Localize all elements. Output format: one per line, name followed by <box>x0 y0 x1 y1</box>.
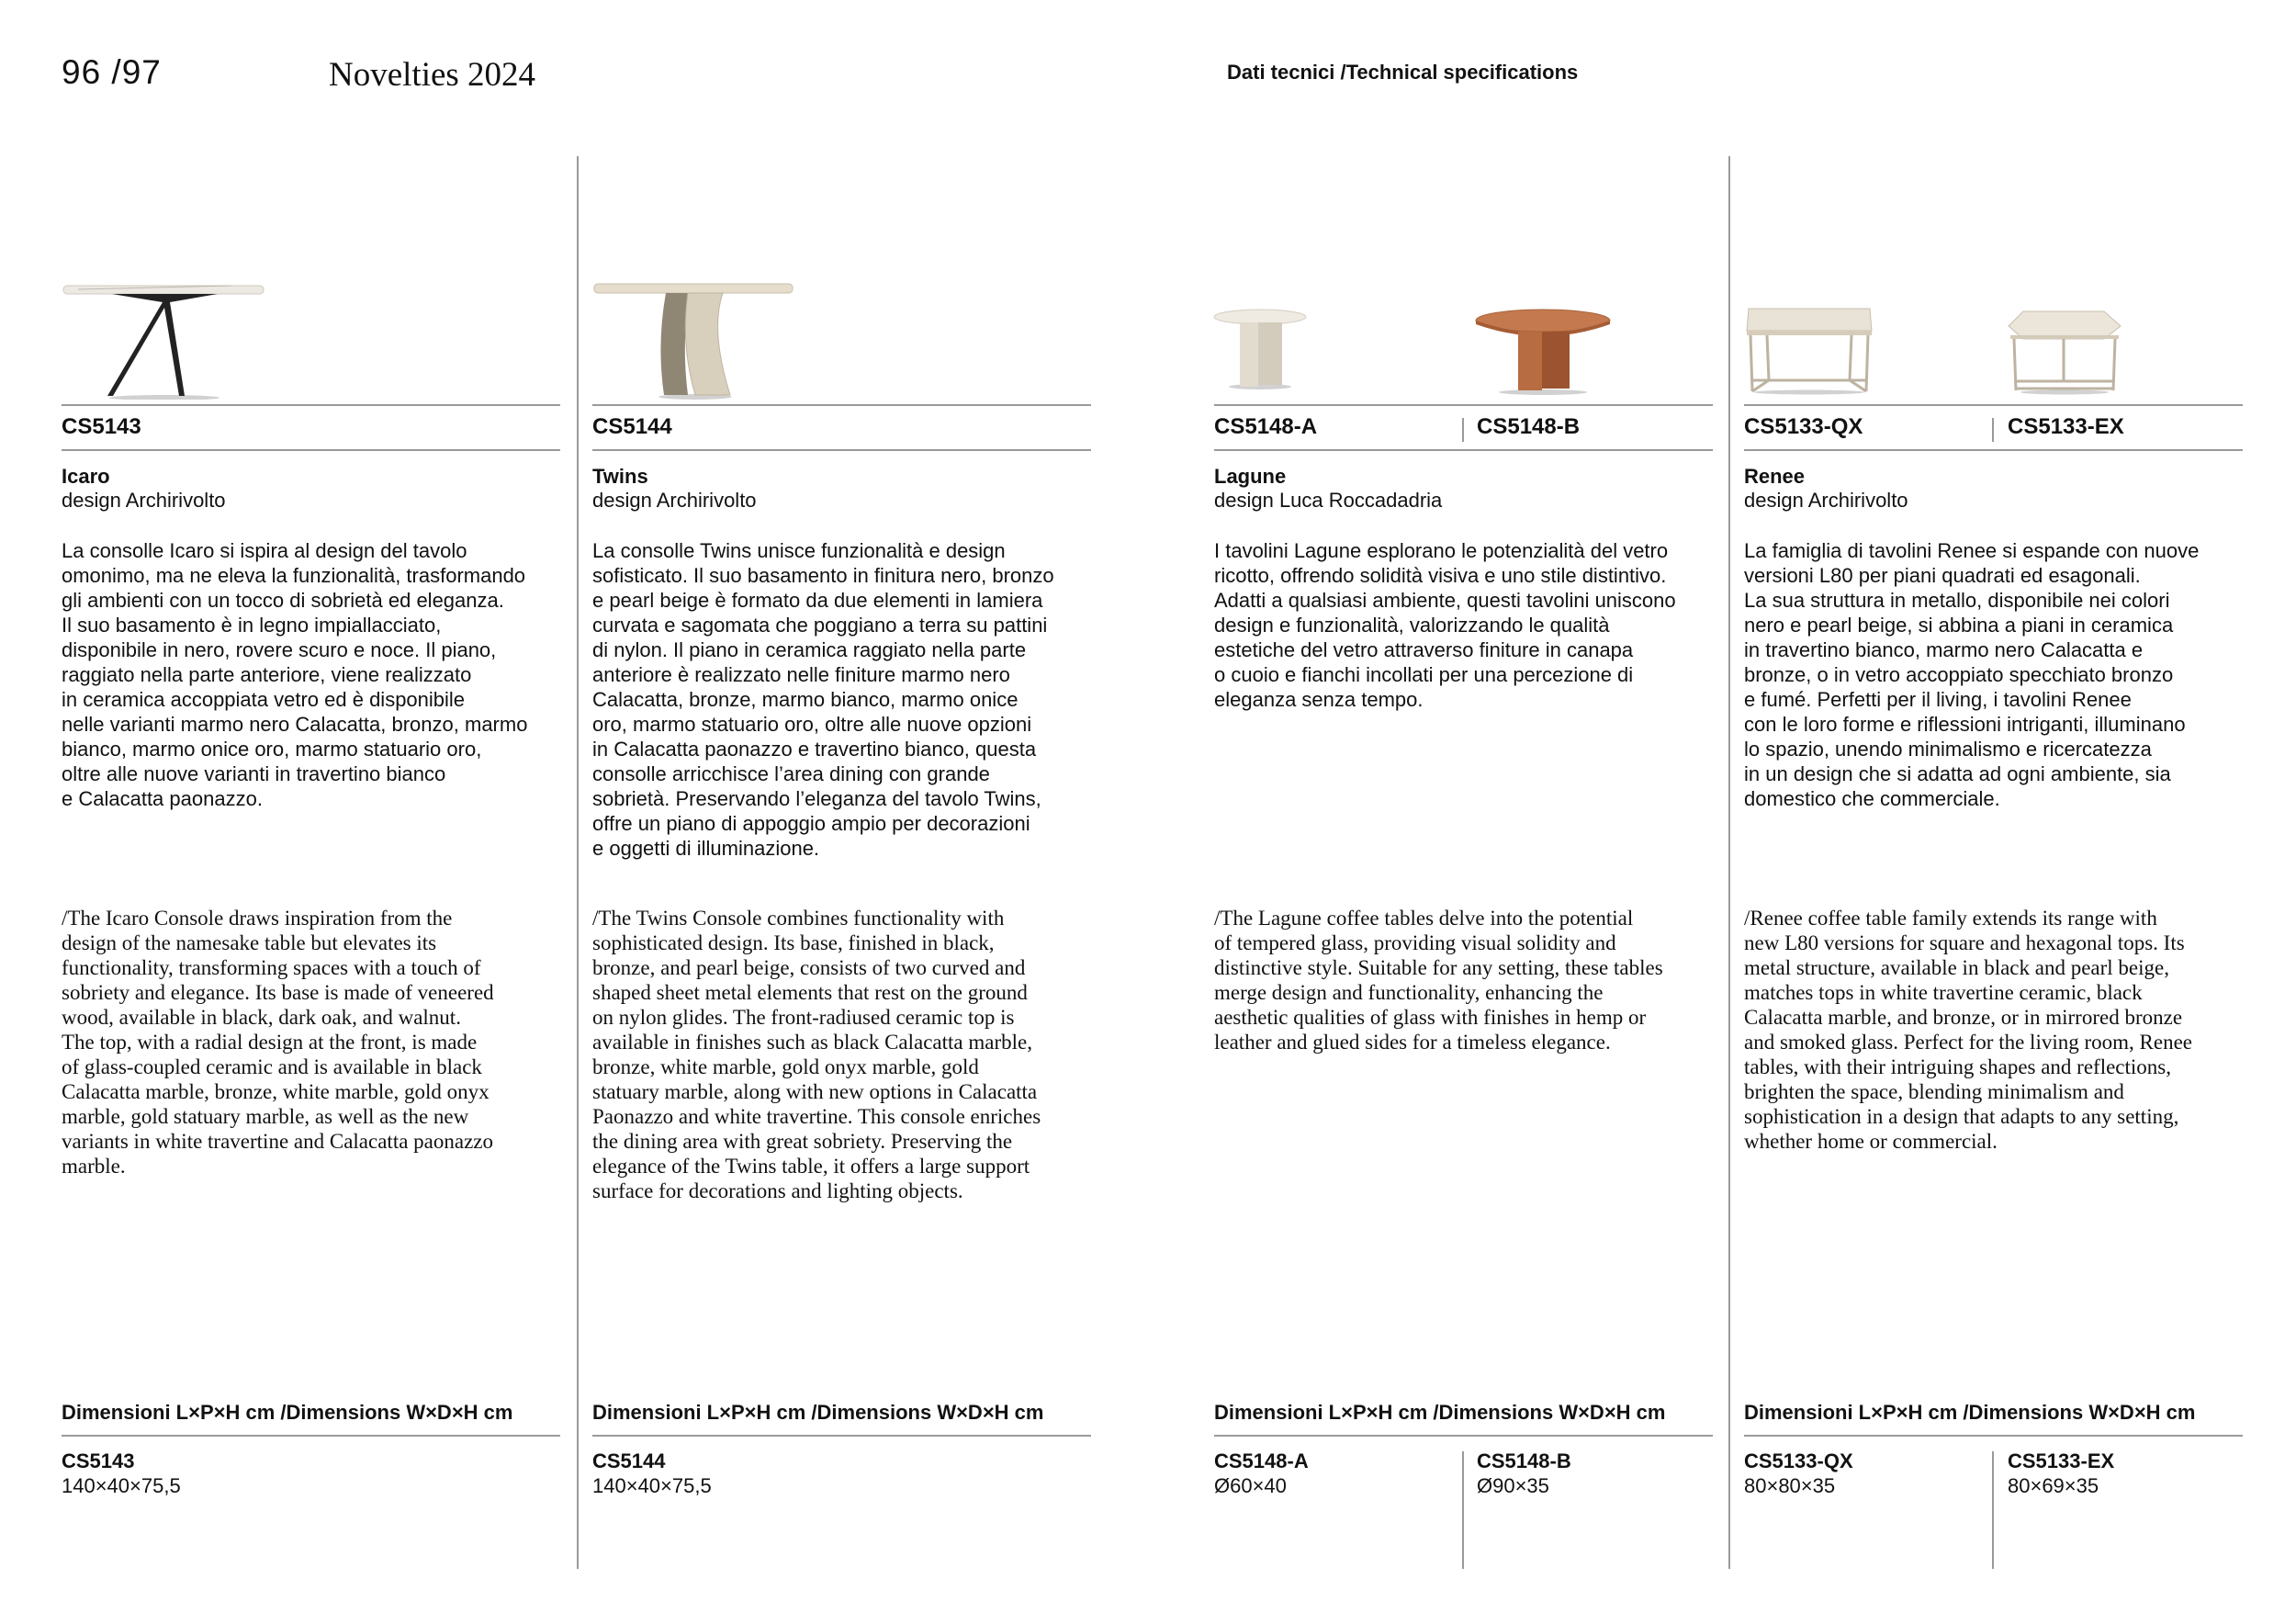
dimension-value: 140×40×75,5 <box>62 1474 181 1497</box>
dimensions-heading: Dimensioni L×P×H cm /Dimensions W×D×H cm <box>62 1401 513 1424</box>
divider <box>1744 449 2243 451</box>
divider <box>592 404 1091 406</box>
divider <box>592 449 1091 451</box>
product-code: CS5148-B <box>1477 414 1581 439</box>
dimension-code: CS5144 <box>592 1449 666 1472</box>
dimension-value: 80×69×35 <box>2008 1474 2099 1497</box>
divider <box>1214 449 1713 451</box>
lagune-a-table-image <box>1212 308 1309 390</box>
divider <box>62 1435 560 1437</box>
page-numbers: 96 /97 <box>62 53 162 91</box>
dimension-separator <box>1992 1451 1994 1569</box>
dimension-value: 140×40×75,5 <box>592 1474 712 1497</box>
dimension-separator <box>1462 1451 1464 1569</box>
product-code: CS5148-A <box>1214 414 1318 439</box>
product-name: Lagune <box>1214 465 1287 488</box>
code-separator <box>1462 418 1464 442</box>
description-english: /The Lagune coffee tables delve into the potential of tempered glass, providing visual solidity and distinctive style. Suitable for any setting, these tables merge design and functionality, enhancing the aesthetic qualities of glass with finishes in hemp or leather and glued sides for a timeless elegance. <box>1214 907 1663 1054</box>
product-code: CS5133-QX <box>1744 414 1863 439</box>
description-english: /The Icaro Console draws inspiration from the design of the namesake table but elevates its functionality, transforming spaces with a touch of sobriety and elegance. Its base is made of veneered wood, available in black, dark oak, and walnut. The top, with a radial design at the front, is made of glass-coupled ceramic and is available in black Calacatta marble, bronze, white marble, gold onyx marble, gold statuary marble, as well as the new variants in white travertine and Calacatta paonazzo marble. <box>62 907 494 1178</box>
dimension-value: Ø60×40 <box>1214 1474 1287 1497</box>
dimensions-heading: Dimensioni L×P×H cm /Dimensions W×D×H cm <box>1744 1401 2196 1424</box>
dimension-code: CS5143 <box>62 1449 135 1472</box>
product-designer: design Luca Roccadadria <box>1214 489 1443 512</box>
section-title: Dati tecnici /Technical specifications <box>1227 61 1579 84</box>
divider <box>1214 404 1713 406</box>
renee-hexagonal-table-image <box>2005 308 2124 395</box>
product-code: CS5133-EX <box>2008 414 2124 439</box>
divider <box>62 449 560 451</box>
product-name: Renee <box>1744 465 1806 488</box>
description-english: /The Twins Console combines functionality with sophisticated design. Its base, finished in black, bronze, and pearl beige, consists of two curved and shaped sheet metal elements that rest on the ground on nylon glides. The front-radiused ceramic top is available in finishes such as black Calacatta marble, bronze, white marble, gold onyx marble, gold statuary marble, along with new options in Calacatta Paonazzo and white travertine. This console enriches the dining area with great sobriety. Preserving the elegance of the Twins table, it offers a large support surface for decorations and lighting objects. <box>592 907 1041 1202</box>
column-divider <box>1728 156 1730 1569</box>
product-designer: design Archirivolto <box>1744 489 1908 512</box>
code-separator <box>1992 418 1994 442</box>
description-italian: La consolle Icaro si ispira al design del tavolo omonimo, ma ne eleva la funzionalità, trasformando gli ambienti con un tocco di sobrietà ed eleganza. Il suo basamento è in legno impiallacciato, disponibile in nero, rovere scuro e noce. Il piano, raggiato nella parte anteriore, viene realizzato in ceramica accoppiata vetro ed è disponibile nelle varianti marmo nero Calacatta, bronzo, marmo bianco, marmo onice oro, marmo statuario oro, oltre alle nuove varianti in travertino bianco e Calacatta paonazzo. <box>62 539 528 810</box>
product-name: Icaro <box>62 465 110 488</box>
dimension-code: CS5148-A <box>1214 1449 1309 1472</box>
dimension-code: CS5133-EX <box>2008 1449 2115 1472</box>
dimension-value: Ø90×35 <box>1477 1474 1549 1497</box>
product-name: Twins <box>592 465 648 488</box>
page-title: Novelties 2024 <box>329 56 536 94</box>
dimensions-heading: Dimensioni L×P×H cm /Dimensions W×D×H cm <box>1214 1401 1666 1424</box>
product-designer: design Archirivolto <box>62 489 226 512</box>
dimension-code: CS5133-QX <box>1744 1449 1853 1472</box>
description-italian: La famiglia di tavolini Renee si espande con nuove versioni L80 per piani quadrati ed esagonali. La sua struttura in metallo, disponibile nei colori nero e pearl beige, si abbina a piani in ceramica in travertino bianco, marmo nero Calacatta e bronze, o in vetro accoppiato specchiato bronzo e fumé. Perfetti per il living, i tavolini Renee con le loro forme e riflessioni intriganti, illuminano lo spazio, unendo minimalismo e ricercatezza in un design che si adatta ad ogni ambiente, sia domestico che commerciale. <box>1744 539 2200 810</box>
icaro-console-image <box>62 280 268 400</box>
dimension-code: CS5148-B <box>1477 1449 1571 1472</box>
divider <box>1744 404 2243 406</box>
product-code: CS5144 <box>592 414 672 439</box>
divider <box>1214 1435 1713 1437</box>
lagune-b-table-image <box>1474 308 1612 395</box>
product-designer: design Archirivolto <box>592 489 757 512</box>
renee-square-table-image <box>1743 303 1876 395</box>
divider <box>1744 1435 2243 1437</box>
product-code: CS5143 <box>62 414 141 439</box>
divider <box>592 1435 1091 1437</box>
divider <box>62 404 560 406</box>
description-italian: I tavolini Lagune esplorano le potenzialità del vetro ricotto, offrendo solidità visiva e uno stile distintivo. Adatti a qualsiasi ambiente, questi tavolini uniscono design e funzionalità, valorizzando le qualità estetiche del vetro attraverso finiture in canapa o cuoio e fianchi incollati per una percezione di eleganza senza tempo. <box>1214 539 1676 711</box>
column-divider <box>577 156 579 1569</box>
dimensions-heading: Dimensioni L×P×H cm /Dimensions W×D×H cm <box>592 1401 1044 1424</box>
description-english: /Renee coffee table family extends its range with new L80 versions for square and hexagonal tops. Its metal structure, available in black and pearl beige, matches tops in white travertine ceramic, black Calacatta marble, and bronze, or in mirrored bronze and smoked glass. Perfect for the living room, Renee tables, with their intriguing shapes and reflections, brighten the space, blending minimalism and sophistication in a design that adapts to any setting, whether home or commercial. <box>1744 907 2192 1153</box>
description-italian: La consolle Twins unisce funzionalità e design sofisticato. Il suo basamento in finitura nero, bronzo e pearl beige è formato da due elementi in lamiera curvata e sagomata che poggiano a terra su pattini di nylon. Il piano in ceramica raggiato nella parte anteriore è realizzato nelle finiture marmo nero Calacatta, bronze, marmo bianco, marmo onice oro, marmo statuario oro, oltre alle nuove opzioni in Calacatta paonazzo e travertino bianco, questa consolle arricchisce l’area dining con grande sobrietà. Preservando l’eleganza del tavolo Twins, offre un piano di appoggio ampio per decorazioni e oggetti di illuminazione. <box>592 539 1054 860</box>
dimension-value: 80×80×35 <box>1744 1474 1836 1497</box>
twins-console-image <box>592 280 799 400</box>
